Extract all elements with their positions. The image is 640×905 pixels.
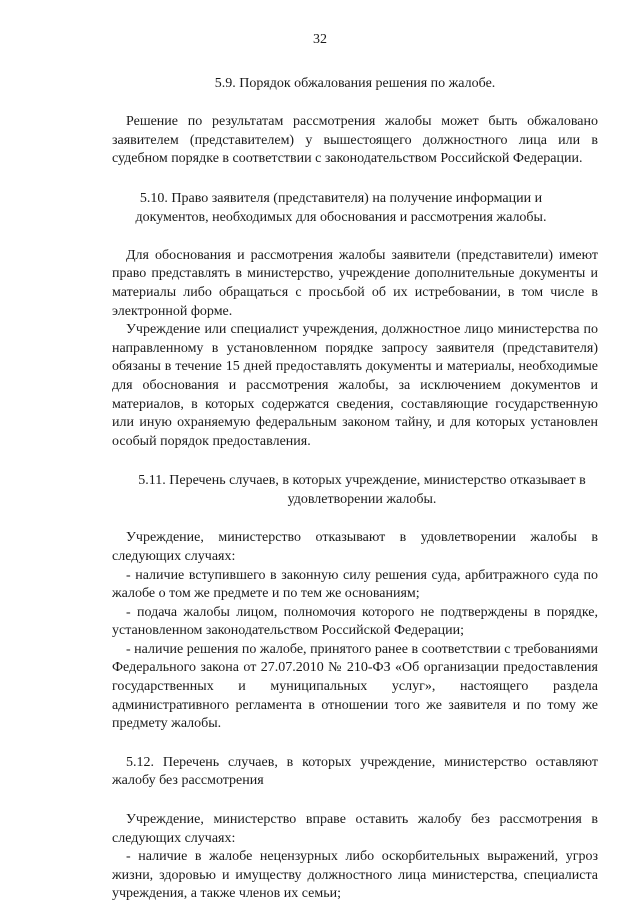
list-item: - наличие вступившего в законную силу решения суда, арбитражного суда по жалобе о том же предмете и по тем же основаниям; [112, 567, 598, 602]
paragraph: Для обоснования и рассмотрения жалобы заявители (представители) имеют право представлять в министерство, учреждение дополнительные документы и материалы либо обращаться с просьбой об их истребовании, в том числе в электронной форме. [112, 247, 598, 319]
list-item: - подача жалобы лицом, полномочия которого не подтверждены в порядке, установленном законодательством Российской Федерации; [112, 604, 598, 639]
section-heading-5-12: 5.12. Перечень случаев, в которых учреждение, министерство оставляют жалобу без рассмотрения [112, 754, 598, 789]
section-heading-5-11: 5.11. Перечень случаев, в которых учреждение, министерство отказывает в удовлетворении жалобы. [138, 473, 586, 508]
section-heading-5-10: 5.10. Право заявителя (представителя) на получение информации и документов, необходимых для обоснования и рассмотрения жалобы. [135, 190, 547, 225]
list-item: - наличие в жалобе нецензурных либо оскорбительных выражений, угроз жизни, здоровью и имуществу должностного лица министерства, специалиста учреждения, а также членов их семьи; [112, 849, 598, 902]
paragraph: Учреждение, министерство отказывают в удовлетворении жалобы в следующих случаях: [112, 530, 598, 564]
list-item: - наличие решения по жалобе, принятого ранее в соответствии с требованиями Федерального закона от 27.07.2010 № 210-ФЗ «Об организации предоставления государственных и муниципальных услуг», настоящего раздела административного регламента в отношении того же заявителя и по тому же предмету жалобы. [112, 641, 598, 732]
paragraph: Учреждение или специалист учреждения, должностное лицо министерства по направленному в установленном порядке запросу заявителя (представителя) обязаны в течение 15 дней предоставлять документы и материалы, необходимые для обоснования и рассмотрения жалобы, за исключением документов и материалов, в которых содержатся сведения, составляющие государственную или иную охраняемую федеральным законом тайну, и для которых установлен особый порядок предоставления. [112, 322, 598, 449]
document-body [112, 74, 598, 904]
paragraph: Решение по результатам рассмотрения жалобы может быть обжаловано заявителем (представителем) у вышестоящего должностного лица или в судебном порядке в соответствии с законодательством Российской Федерации. [112, 114, 598, 167]
page-number: 32 [313, 32, 327, 47]
paragraph: Учреждение, министерство вправе оставить жалобу без рассмотрения в следующих случаях: [112, 812, 598, 846]
section-heading-5-9: 5.9. Порядок обжалования решения по жалобе. [214, 76, 496, 91]
